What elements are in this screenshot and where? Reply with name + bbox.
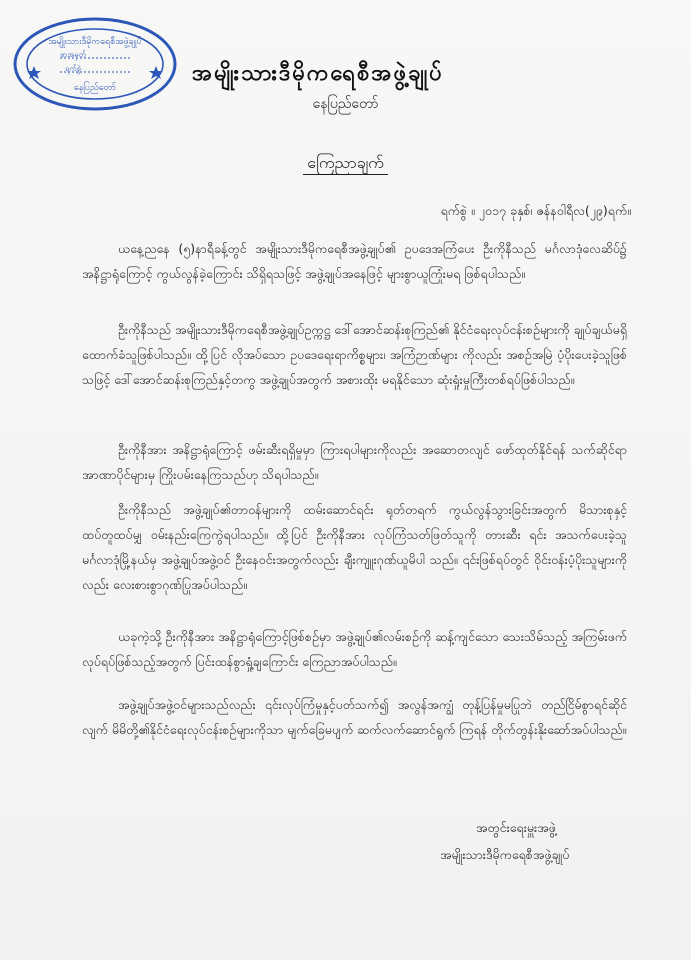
paragraph-6: အဖွဲ့ချုပ်အဖွဲ့ဝင်များသည်လည်း ၎င်းလုပ်ကြံမှုနှင့်ပတ်သက်၍ အလွန်အကျွံ တုန့်ပြန်မှုမပြုဘဲ တည်ငြိမ်စွာရင်ဆိုင်လျက် မိမိတို့၏နိုင်ငံရေးလုပ်ငန်းစဉ်များကိုသာ မျက်ခြေမပျက် ဆက်လက်ဆောင်ရွက် ကြရန် တိုက်တွန်းနိုးဆော်အပ်ပါသည်။ [82, 697, 627, 737]
paragraph-5: ယခုကဲ့သို့ ဦးကိုနီအား အနိဋ္ဌာရုံကြောင့်ဖြစ်စဉ်မှာ အဖွဲ့ချုပ်၏လမ်းစဉ်ကို ဆန့်ကျင်သော သေးသိမ်သည့် အကြမ်းဖက်လုပ်ရပ်ဖြစ်သည့်အတွက် ပြင်းထန်စွာရှုံ့ချကြောင်း ကြေညာအပ်ပါသည်။ [82, 629, 627, 669]
seal-number-label: စာအမှတ် [60, 50, 86, 59]
paragraph-2: ဦးကိုနီသည် အမျိုးသားဒီမိုကရေစီအဖွဲ့ချုပ်ဥက္ကဋ္ဌ ဒေါ်အောင်ဆန်းစုကြည်၏ နိုင်ငံရေးလုပ်ငန်းစဉ်များကို ချုပ်ချယ်မရှိ ထောက်ခံသူဖြစ်ပါသည်။ ထို့ပြင် လိုအပ်သော ဥပဒေရေးရာကိစ္စများ၊ အကြံဉာဏ်များ ကိုလည်း အစဉ်အမြဲ ပံ့ပိုးပေးခဲ့သူဖြစ်သဖြင့် ဒေါ်အောင်ဆန်းစုကြည်နှင့်တကွ အဖွဲ့ချုပ်အတွက် အစားထိုး မရနိုင်သော ဆုံးရှုံးမှုကြီးတစ်ရပ်ဖြစ်ပါသည်။ [82, 322, 627, 387]
seal-bottom-text: နေပြည်တော် [73, 83, 117, 93]
paragraph-3: ဦးကိုနီအား အနိဋ္ဌာရုံကြောင့် ဖမ်းဆီးရရှိမှုမှာ ကြားရပါများကိုလည်း အဆောတလျင် ဖော်ထုတ်နိုင်ရန် သက်ဆိုင်ရာအာဏာပိုင်များမှ ကြိုးပမ်းနေကြသည်ဟု သိရပါသည်။ [82, 442, 627, 482]
paragraph-1: ယနေ့ညနေ (၅)နာရီခန့်တွင် အမျိုးသားဒီမိုကရေစီအဖွဲ့ချုပ်၏ ဥပဒေအကြံပေး ဦးကိုနီသည် မင်္ဂလာဒုံလေဆိပ်၌ အနိဋ္ဌာရုံကြောင့် ကွယ်လွန်ခဲ့ကြောင်း သိရှိရသဖြင့် အဖွဲ့ချုပ်အနေဖြင့် များစွာယူကြုံးမရ ဖြစ်ရပါသည်။ [82, 241, 627, 281]
signature-organization: အမျိုးသားဒီမိုကရေစီအဖွဲ့ချုပ် [440, 847, 570, 862]
document-type-label: ကြေညာချက် [303, 153, 388, 175]
document-type-heading [0, 152, 691, 176]
signature-department: အတွင်းရေးမှူးအဖွဲ့ [476, 820, 556, 835]
paragraph-4: ဦးကိုနီသည် အဖွဲ့ချုပ်၏တာဝန်များကို ထမ်းဆောင်ရင်း ရုတ်တရက် ကွယ်လွန်သွားခြင်းအတွက် မိသားစုနှင့်ထပ်တူထပ်မျှ ဝမ်းနည်းကြေကွဲရပါသည်။ ထို့ပြင် ဦးကိုနီအား လုပ်ကြံသတ်ဖြတ်သူကို တားဆီး ရင်း အသက်ပေးခဲ့သူ မင်္ဂလာဒုံမြို့နယ်မှ အဖွဲ့ချုပ်အဖွဲ့ဝင် ဦးနေဝင်းအတွက်လည်း ချီးကျူးဂုဏ်ယူမိပါ သည်။ ၎င်းဖြစ်ရပ်တွင် ဝိုင်းဝန်းပံ့ပိုးသူများကိုလည်း လေးစားစွာဂုဏ်ပြုအပ်ပါသည်။ [82, 502, 627, 592]
document-date: ရက်စွဲ ။ ၂၀၁၇ ခုနှစ်၊ ဇန်နဝါရီလ(၂၉)ရက်။ [440, 203, 631, 218]
seal-top-text: အမျိုးသားဒီမိုကရေစီအဖွဲ့ချုပ် [48, 37, 142, 47]
organization-location: နေပြည်တော် [312, 96, 379, 112]
organization-name: အမျိုးသားဒီမိုကရေစီအဖွဲ့ချုပ် [192, 61, 444, 86]
seal-date-label: ရက်စွဲ [65, 64, 81, 73]
